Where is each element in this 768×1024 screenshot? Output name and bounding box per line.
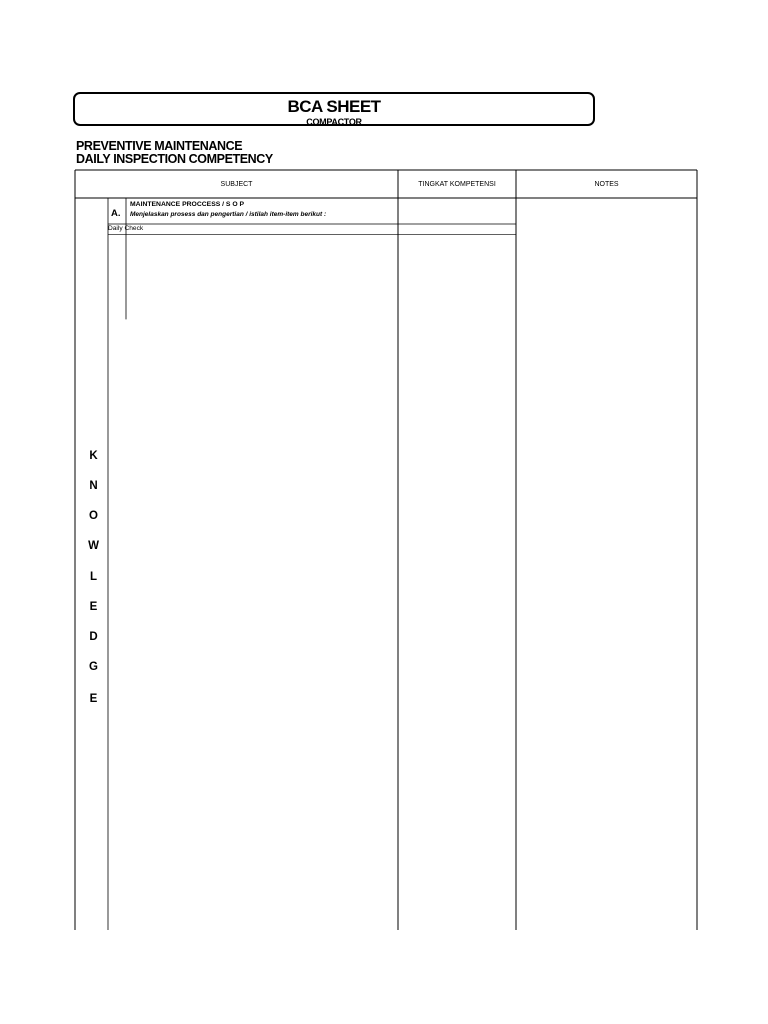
knowledge-letter: E <box>89 693 98 705</box>
section-subtitle: Menjelaskan prosess dan pengertian / istilah item-item berikut : <box>130 210 327 218</box>
column-header-notes: NOTES <box>594 181 619 188</box>
section-letter: A. <box>111 208 121 219</box>
knowledge-letter: W <box>88 540 99 552</box>
column-header-level: TINGKAT KOMPETENSI <box>418 181 496 188</box>
section-title: MAINTENANCE PROCCESS / S O P <box>130 201 245 208</box>
knowledge-letter: E <box>89 601 98 613</box>
row-index: Daily Check <box>108 225 144 233</box>
heading-preventive-maintenance: PREVENTIVE MAINTENANCE <box>76 139 243 153</box>
sheet-subtitle: COMPACTOR <box>306 117 362 127</box>
knowledge-letter: K <box>89 450 98 462</box>
knowledge-letter: L <box>89 571 98 583</box>
sheet-title: BCA SHEET <box>287 97 381 116</box>
heading-daily-inspection: DAILY INSPECTION COMPETENCY <box>76 152 273 166</box>
knowledge-letter: G <box>89 661 98 673</box>
knowledge-letter: N <box>89 480 98 492</box>
knowledge-letter: D <box>89 631 98 643</box>
column-header-subject: SUBJECT <box>220 181 253 188</box>
knowledge-letter: O <box>89 510 98 522</box>
